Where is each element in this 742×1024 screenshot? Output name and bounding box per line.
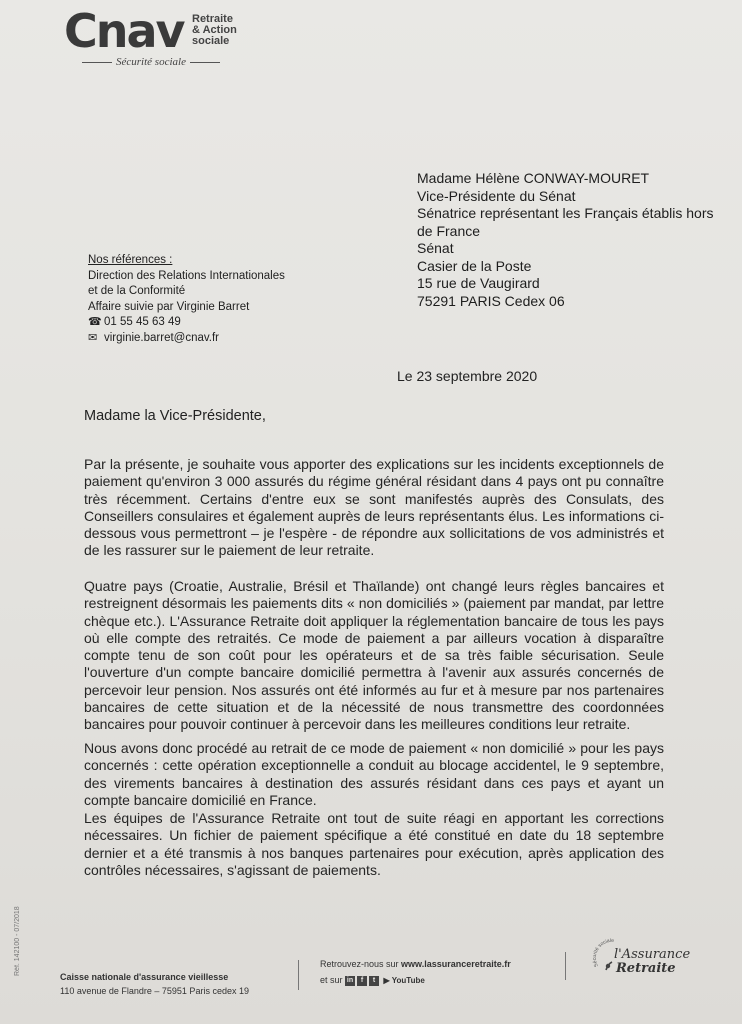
youtube-label: YouTube [391,975,425,985]
divider [190,62,220,63]
phone-icon: ☎ [88,316,102,328]
footer-org-name: Caisse nationale d'assurance vieillesse [60,972,229,982]
references-followed-by: Affaire suivie par Virginie Barret [88,300,250,313]
footer-social-line [320,972,511,989]
footer-find-us: Retrouvez-nous sur [320,959,402,969]
recipient-line: de France [417,222,481,239]
brand-line: Retraite [616,961,676,976]
logo-tagline [192,14,237,47]
references-title: Nos références : [88,254,173,266]
recipient-line: Casier de la Poste [417,257,532,274]
logo-subtitle-text: Sécurité sociale [116,56,186,68]
logo-tagline-line: & Action [192,24,237,36]
recipient-line: Sénat [417,240,454,256]
linkedin-icon[interactable]: in [346,976,354,984]
twitter-icon[interactable]: t [369,976,379,986]
footer-divider [298,960,299,990]
logo-tagline-line: Retraite [192,13,233,25]
body-paragraph: Quatre pays (Croatie, Australie, Brésil et Thaïlande) ont changé leurs règles bancaires et restreignent désormais les paiements dits « non domiciliés » (paiement par mandat, par lettre chèque etc.). L'Assurance Retraite doit appliquer la réglementation bancaire de tous les pays où elle compte des retraités. Ce mode de paiement a par ailleurs vocation à disparaître compte tenu de son coût pour les opérateurs et de sa très faible sécurisation. Seule l'ouverture d'un compte bancaire domicilié permettra à l'avenir aux assurés concernés de percevoir leur pension. Nos assurés ont été informés au fur et à mesure par nos partenaires bancaires de cette situation et de la nécessité de nous transmettre des coordonnées bancaires pour pouvoir continuer à percevoir dans les meilleures conditions leur retraite. [84,578,664,733]
footer-website-line [320,956,511,972]
references-email [88,331,285,347]
body-paragraph: Nous avons donc procédé au retrait de ce mode de paiement « non domicilié » pour les pays concernés : cette opération exceptionnelle a conduit au blocage accidentel, le 9 septembre, des virements bancaires à destination des assurés résidant dans ces pays et ayant un compte bancaire domicilié en France. [84,740,664,808]
divider [82,62,112,63]
letter-date: Le 23 septembre 2020 [397,368,538,384]
recipient-line: Vice-Présidente du Sénat [417,187,576,204]
cnav-logo [64,4,237,68]
email-address: virginie.barret@cnav.fr [104,331,219,344]
brand-top-text: Sécurité sociale [592,937,614,968]
facebook-icon[interactable]: f [357,976,367,986]
brand-line: l'Assurance [614,947,691,962]
footer-links [320,956,511,989]
references-dept: Direction des Relations Internationales [88,269,285,282]
youtube-icon[interactable]: ▶ YouTube [383,975,425,985]
recipient-line: Madame Hélène CONWAY-MOURET [417,170,650,186]
sender-references [88,253,285,346]
footer-address [60,970,249,998]
salutation: Madame la Vice-Présidente, [84,408,266,424]
email-icon: ✉ [88,331,98,344]
logo-tagline-line: sociale [192,35,230,47]
references-phone [88,315,285,331]
document-reference-code: Réf. 142100 - 07/2018 [14,906,21,976]
logo-subtitle [66,56,236,68]
footer-postal-address: 110 avenue de Flandre – 75951 Paris cedex 19 [60,986,249,996]
logo-wordmark: Cnav [64,4,184,58]
assurance-retraite-logo [592,936,702,986]
footer-social-prefix: et sur [320,975,343,985]
phone-number: 01 55 45 63 49 [104,316,181,328]
recipient-line: 15 rue de Vaugirard [417,275,540,291]
footer-divider [565,952,566,980]
recipient-line: Sénatrice représentant les Français établis hors [417,205,714,221]
brand-name [614,948,690,976]
body-paragraph: Par la présente, je souhaite vous apporter des explications sur les incidents exceptionnels de paiement qu'environ 3 000 assurés du régime général résidant dans 4 pays ont pu connaître très récemment. Certains d'entre eux se sont manifestés auprès des Consulats, des Conseillers consulaires et également auprès de leurs représentants élus. Les informations ci-dessous vous permettront – je l'espère - de répondre aux sollicitations de vos administrés et de les rassurer sur le paiement de leur retraite. [84,456,664,559]
references-dept: et de la Conformité [88,285,186,297]
website-link[interactable]: www.lassuranceretraite.fr [401,959,511,969]
recipient-address [417,170,713,310]
body-paragraph: Les équipes de l'Assurance Retraite ont tout de suite réagi en apportant les corrections nécessaires. Un fichier de paiement spécifique a été constitué en date du 18 septembre dernier et a été transmis à nos banques partenaires pour exécution, après application des contrôles nécessaires, s'agissant de paiements. [84,810,664,878]
recipient-line: 75291 PARIS Cedex 06 [417,292,565,309]
